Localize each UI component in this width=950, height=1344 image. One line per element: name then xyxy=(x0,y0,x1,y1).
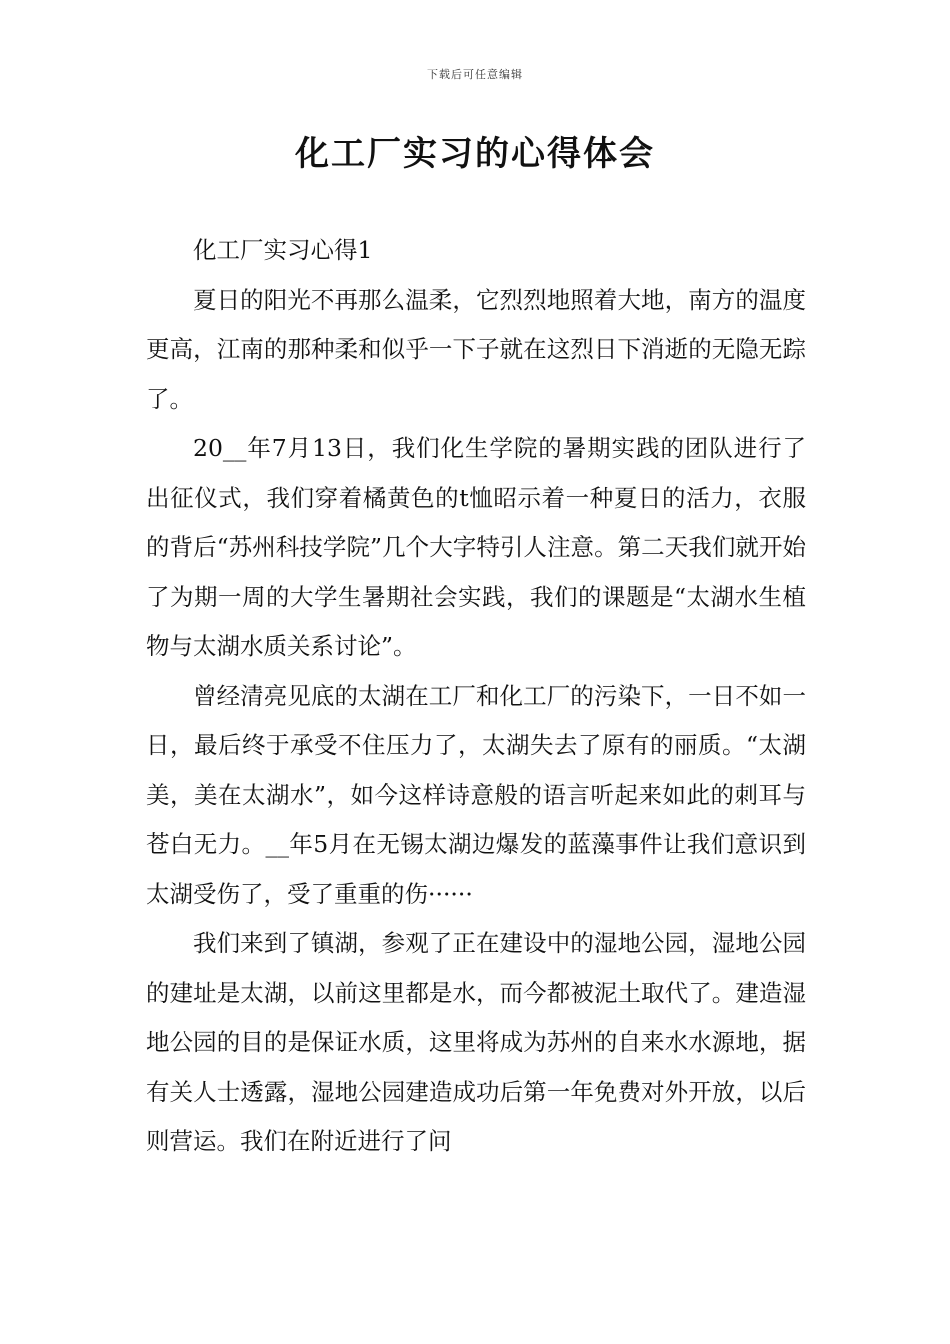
paragraph-3: 曾经清亮见底的太湖在工厂和化工厂的污染下，一日不如一日，最后终于承受不住压力了，太湖失去了原有的丽质。“太湖美，美在太湖水”，如今这样诗意般的语言听起来如此的刺耳与苍白无力。__年5月在无锡太湖边爆发的蓝藻事件让我们意识到太湖受伤了，受了重重的伤······ xyxy=(146,681,806,908)
section-heading: 化工厂实习心得1 xyxy=(193,236,373,264)
header-note: 下载后可任意编辑 xyxy=(427,68,523,81)
paragraph-4: 我们来到了镇湖，参观了正在建设中的湿地公园，湿地公园的建址是太湖，以前这里都是水，而今都被泥土取代了。建造湿地公园的目的是保证水质，这里将成为苏州的自来水水源地，据有关人士透露，湿地公园建造成功后第一年免费对外开放，以后则营运。我们在附近进行了问 xyxy=(146,929,806,1155)
document-body xyxy=(146,226,806,1167)
paragraph-2: 20__年7月13日，我们化生学院的暑期实践的团队进行了出征仪式，我们穿着橘黄色的t恤昭示着一种夏日的活力，衣服的背后“苏州科技学院”几个大字特引人注意。第二天我们就开始了为期一周的大学生暑期社会实践，我们的课题是“太湖水生植物与太湖水质关系讨论”。 xyxy=(146,434,806,660)
document-title: 化工厂实习的心得体会 xyxy=(295,134,655,174)
paragraph-1: 夏日的阳光不再那么温柔，它烈烈地照着大地，南方的温度更高，江南的那种柔和似乎一下子就在这烈日下消逝的无隐无踪了。 xyxy=(146,285,806,413)
